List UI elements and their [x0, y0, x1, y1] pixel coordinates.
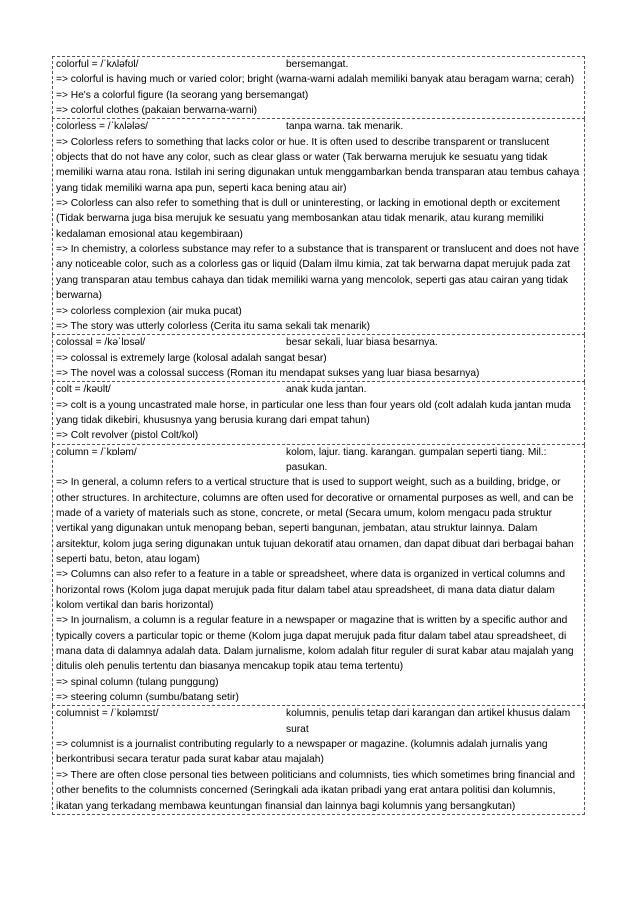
- entry-head: [56, 382, 581, 397]
- example-line: => colorless complexion (air muka pucat): [56, 305, 242, 317]
- definition-line: => Colorless refers to something that lacks color or hue. It is often used to describe transparent or translucent objects that do not have any color, such as clear glass or water (Tak berwarna merujuk ke sesuatu yang tidak memiliki warna atau rona. Istilah ini sering digunakan untuk menggambarkan benda transparan atau tembus cahaya yang tidak memiliki warna apa pun, seperti kaca bening atau air): [56, 136, 580, 194]
- entry-colorful: [52, 56, 585, 119]
- example-line: => The novel was a colossal success (Roman itu mendapat sukses yang luar biasa besarnya): [56, 367, 480, 379]
- short-meaning: bersemangat.: [286, 59, 349, 70]
- short-meaning: kolom, lajur. tiang. karangan. gumpalan seperti tiang. Mil.: pasukan.: [286, 446, 547, 473]
- definition-line: => There are often close personal ties between politicians and columnists, ties which sometimes bring financial and other benefits to the columnists concerned (Seringkali ada ikatan pribadi yang erat antara politisi dan kolumnis, ikatan yang terkadang membawa keuntungan finansial dan lainnya bagi kolumnis yang bersangkutan): [56, 769, 576, 812]
- short-meaning: tanpa warna. tak menarik.: [286, 121, 404, 133]
- definition-line: => In journalism, a column is a regular feature in a newspaper or magazine that is written by a specific author and typically covers a particular topic or theme (Kolom juga dapat merujuk pada fitur dalam tabel atau spreadsheet, di mana data di dalamnya adalah data. Dalam jurnalisme, kolom adalah fitur reguler di surat kabar atau majalah yang ditulis oleh penulis tertentu dan biasanya mencakup topik atau tema tertentu): [56, 615, 574, 673]
- headword: columnist = /ˈkɒləmɪst/: [56, 708, 159, 720]
- entry-columnist: [52, 706, 585, 814]
- headword: colorless = /ˈkʌlələs/: [56, 121, 149, 133]
- entry-colt: [52, 382, 585, 444]
- headword: colt = /kəʊlt/: [56, 384, 111, 396]
- example-line: => steering column (sumbu/batang setir): [56, 692, 239, 704]
- entry-head: [56, 706, 581, 737]
- headword: colossal = /kəˈlɒsəl/: [56, 337, 146, 349]
- headword: colorful = /ˈkʌləfʊl/: [56, 59, 139, 70]
- example-line: => Colt revolver (pistol Colt/kol): [56, 430, 199, 442]
- example-line: => He's a colorful figure (Ia seorang yang bersemangat): [56, 89, 309, 101]
- definition-line: => colorful is having much or varied color; bright (warna-warni adalah memiliki banyak atau beragam warna; cerah): [56, 74, 575, 86]
- definition-line: => columnist is a journalist contributing regularly to a newspaper or magazine. (kolumnis adalah jurnalis yang berkontribusi secara teratur pada surat kabar atau majalah): [56, 739, 548, 766]
- short-meaning: anak kuda jantan.: [286, 384, 367, 396]
- dictionary-page: [52, 56, 585, 815]
- headword: column = /ˈkɒləm/: [56, 446, 137, 458]
- definition-line: => colossal is extremely large (kolosal adalah sangat besar): [56, 352, 327, 364]
- example-line: => spinal column (tulang punggung): [56, 676, 219, 688]
- definition-line: => Columns can also refer to a feature in a table or spreadsheet, where data is organized in vertical columns and horizontal rows (Kolom juga dapat merujuk pada fitur dalam tabel atau spreadsheet, di mana data diatur dalam kolom vertikal dan baris horizontal): [56, 569, 566, 612]
- entry-head: [56, 335, 581, 350]
- entry-head: [56, 119, 581, 134]
- definition-line: => In general, a column refers to a vertical structure that is used to support weight, such as a building, bridge, or other structures. In architecture, columns are often used for decorative or ornamental purposes as well, and can be made of a variety of materials such as stone, concrete, or metal (Secara umum, kolom mengacu pada struktur vertikal yang digunakan untuk menopang beban, seperti bangunan, jembatan, atau struktur lainnya. Dalam arsitektur, kolom juga sering digunakan untuk tujuan dekoratif atau ornamen, dan dapat dibuat dari berbagai bahan seperti batu, beton, atau logam): [56, 477, 574, 565]
- entry-head: [56, 57, 581, 72]
- example-line: => The story was utterly colorless (Cerita itu sama sekali tak menarik): [56, 320, 371, 332]
- short-meaning: besar sekali, luar biasa besarnya.: [286, 337, 438, 349]
- definition-line: => Colorless can also refer to something that is dull or uninteresting, or lacking in emotional depth or excitement (Tidak berwarna juga bisa merujuk ke sesuatu yang membosankan atau tidak menarik, atau kurang memiliki kedalaman emosional atau kegembiraan): [56, 198, 560, 240]
- entry-colossal: [52, 335, 585, 382]
- entry-head: [56, 445, 581, 476]
- entry-column: [52, 445, 585, 707]
- short-meaning: kolumnis, penulis tetap dari karangan dan artikel khusus dalam surat: [286, 708, 571, 735]
- definition-line: => colt is a young uncastrated male horse, in particular one less than four years old (colt adalah kuda jantan muda yang tidak dikebiri, khususnya yang berusia kurang dari empat tahun): [56, 399, 571, 426]
- example-line: => colorful clothes (pakaian berwarna-warni): [56, 105, 258, 117]
- entry-colorless: [52, 119, 585, 335]
- definition-line: => In chemistry, a colorless substance may refer to a substance that is transparent or translucent and does not have any noticeable color, such as a colorless gas or liquid (Dalam ilmu kimia, zat tak berwarna dapat merujuk pada zat yang transparan atau tembus cahaya dan tidak memiliki warna yang mencolok, seperti gas atau cairan yang tidak berwarna): [56, 244, 580, 302]
